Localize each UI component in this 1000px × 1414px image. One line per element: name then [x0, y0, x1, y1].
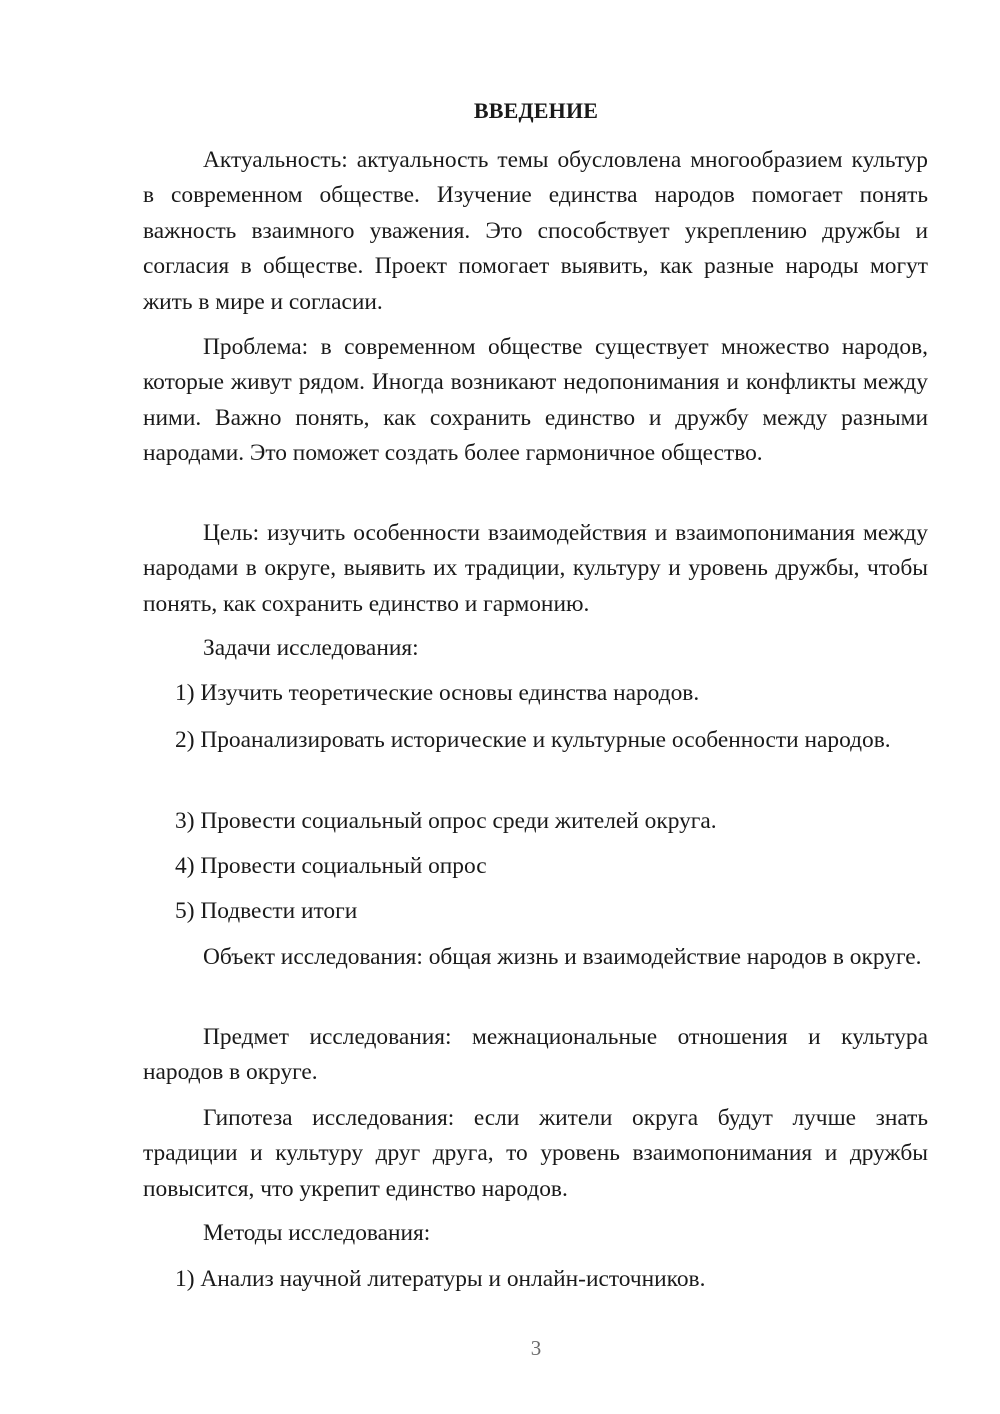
paragraph-hypothesis: Гипотеза исследования: если жители округа будут лучше знать традиции и культуру друг друга, то уровень взаимопонимания и дружбы повысится, что укрепит единство народов. — [143, 1105, 928, 1202]
list-item-task-3: 3) Провести социальный опрос среди жителей округа. — [175, 808, 717, 834]
paragraph-relevance: Актуальность: актуальность темы обусловлена многообразием культур в современном обществе. Изучение единства народов помогает понять важность взаимного уважения. Это способствует укреплению дружбы и согласия в обществе. Проект помогает выявить, как разные народы могут жить в мире и согласии. — [143, 147, 928, 315]
paragraph-problem: Проблема: в современном обществе существует множество народов, которые живут рядом. Иногда возникают недопонимания и конфликты между ними. Важно понять, как сохранить единство и дружбу между разными народами. Это поможет создать более гармоничное общество. — [143, 334, 928, 467]
list-item-task-4: 4) Провести социальный опрос — [175, 853, 487, 879]
list-item-method-1: 1) Анализ научной литературы и онлайн-источников. — [175, 1266, 706, 1292]
list-item-task-1: 1) Изучить теоретические основы единства народов. — [175, 680, 700, 706]
section-title: ВВЕДЕНИЕ — [473, 98, 599, 123]
paragraph-subject: Предмет исследования: межнациональные отношения и культура народов в округе. — [143, 1024, 928, 1086]
page-number: 3 — [530, 1336, 542, 1360]
paragraph-goal: Цель: изучить особенности взаимодействия и взаимопонимания между народами в округе, выявить их традиции, культуру и уровень дружбы, чтобы понять, как сохранить единство и гармонию. — [143, 520, 928, 617]
list-item-task-2: 2) Проанализировать исторические и культурные особенности народов. — [175, 727, 891, 753]
paragraph-methods-heading: Методы исследования: — [203, 1220, 431, 1246]
paragraph-object: Объект исследования: общая жизнь и взаимодействие народов в округе. — [203, 944, 922, 970]
list-item-task-5: 5) Подвести итоги — [175, 898, 358, 924]
paragraph-tasks-heading: Задачи исследования: — [203, 635, 419, 661]
